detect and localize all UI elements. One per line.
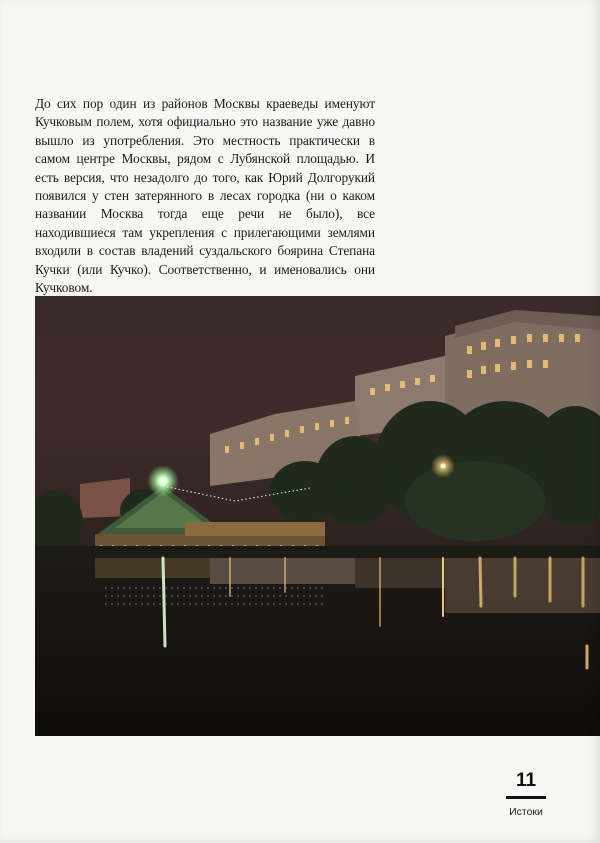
page-number-rule <box>506 796 546 799</box>
article-paragraph: До сих пор один из районов Москвы краеведы именуют Кучковым полем, хотя официально это название уже давно вышло из употребления. Это местность практически в самом центре Москвы, рядом с Лубянской площадью. И есть версия, что незадолго до того, как Юрий Долгорукий появился у стен затерянного в лесах городка (ни о каком названии Москва тогда еще речи не было), все находившиеся там укрепления с прилегающими землями входили в состав владений суздальского боярина Степана Кучки (или Кучко). Соответственно, и именовались они Кучковом. <box>35 96 375 296</box>
section-name: Истоки <box>509 806 543 818</box>
page-number: 11 <box>515 770 537 791</box>
night-pond-photo <box>35 296 600 736</box>
